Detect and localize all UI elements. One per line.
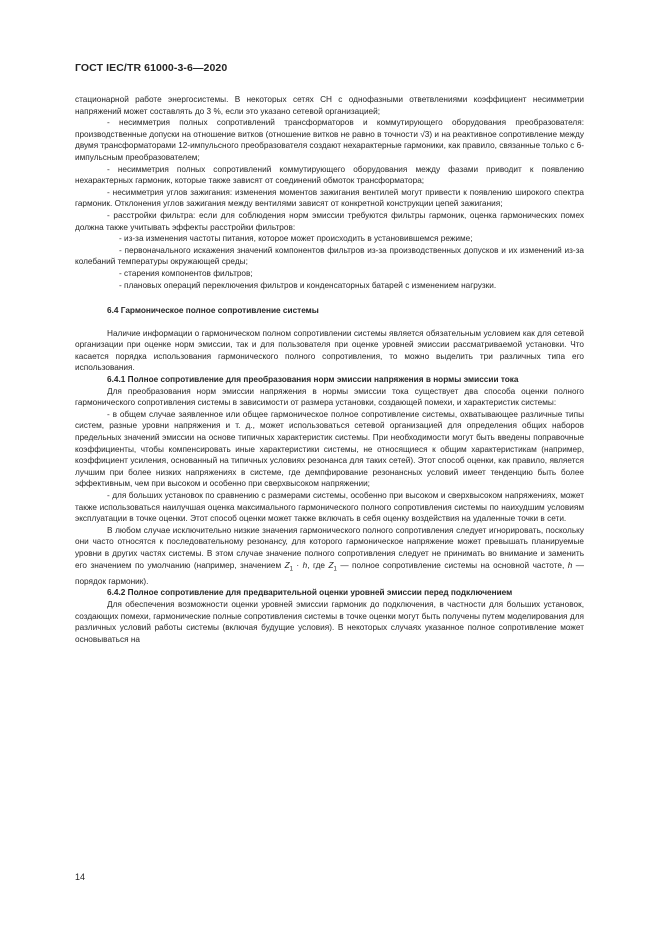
list-item: - несимметрия полных сопротивлений коммутирующего оборудования между фазами приводит к появлению нехарактерных гармоник, которые также зависят от соединений обмоток трансформатора;	[75, 164, 584, 186]
formula-h: h	[302, 560, 308, 570]
list-item: - несимметрия полных сопротивлений трансформаторов и коммутирующего оборудования преобразователя: производственные допуски на отношение витков (отношение витков не равно в точности √3) и на реактивное сопротивление между двумя трансформаторами 12-импульсного преобразователя создают нехарактерные гармоники, как правило, связанные только с 6-импульсным преобразователем;	[75, 118, 584, 162]
sub-list-item: - плановых операций переключения фильтров и конденсаторных батарей с изменением нагрузки.	[119, 280, 497, 290]
paragraph: Для преобразования норм эмиссии напряжения в нормы эмиссии тока существует два способа оценки полного гармонического сопротивления системы в зависимости от размера установки, создающей помехи, и характеристик системы:	[75, 386, 584, 408]
sub-list-item: - старения компонентов фильтров;	[119, 268, 253, 278]
list-item: - для больших установок по сравнению с размерами системы, особенно при высоком и сверхвысоком напряжениях, может также использоваться наилучшая оценка максимального гармонического полного сопротивления системы по наихудшим условиям эксплуатации в точке оценки. Этот способ оценки может также включать в себя оценку воздействия на удаленные точки в сети.	[75, 491, 584, 524]
paragraph-text: В любом случае исключительно низкие значения гармонического полного сопротивления следует игнорировать, поскольку они часто относятся к последовательному резонансу, для которого гармоническое напряжение может превышать планируемые уровни в других частях системы. В этом случае значение полного сопротивления следует не принимать во внимание и заменить его значением по умолчанию (например, значением	[75, 525, 584, 570]
page-number: 14	[75, 872, 86, 882]
formula-sub2: 1	[333, 566, 337, 573]
subsection-heading: 6.4.2 Полное сопротивление для предварительной оценки уровней эмиссии перед подключением	[107, 588, 513, 598]
sub-list-item: - из-за изменения частоты питания, которое может происходить в установившемся режиме;	[119, 234, 473, 244]
formula-dot: ·	[292, 560, 303, 570]
formula-sub: 1	[289, 566, 293, 573]
paragraph-text: — полное сопротивление системы на основной частоте,	[340, 560, 565, 570]
formula-where: , где	[307, 560, 329, 570]
paragraph-text: — порядок гармоник).	[75, 560, 584, 586]
formula-z2: Z	[328, 560, 334, 570]
paragraph: стационарной работе энергосистемы. В некоторых сетях СН с однофазными ответвлениями коэффициент несимметрии напряжений может составлять до 3 %, если это указано сетевой организацией;	[75, 95, 584, 116]
list-item: - расстройки фильтра: если для соблюдения норм эмиссии требуются фильтры гармоник, оценка гармонических помех должна также учитывать эффекты расстройки фильтров:	[75, 210, 584, 232]
section-heading: 6.4 Гармоническое полное сопротивление системы	[107, 306, 319, 316]
list-item: - несимметрия углов зажигания: изменения моментов зажигания вентилей могут привести к появлению широкого спектра гармоник. Отклонения углов зажигания между вентилями зависят от конкретной конструкции цепей зажигания;	[75, 187, 584, 209]
list-item: - в общем случае заявленное или общее гармоническое полное сопротивление системы, охватывающее различные типы систем, разные уровни напряжения и т. д., может использоваться сетевой организацией для определения общих наборов предельных значений эмиссии на основе типичных характеристик системы. При необходимости могут быть введены поправочные коэффициенты, чтобы компенсировать иные характеристики системы, не относящиеся к общим характеристикам (например, коэффициент усиления, основанный на типичных условиях резонанса для таких сетей). Этот способ оценки, как правило, является лучшим при более низких напряжениях в системе, где демпфирование резонансных условий имеет тенденцию быть более эффективным, чем при высоком и особенно при сверхвысоком напряжении;	[75, 409, 584, 489]
paragraph: Наличие информации о гармоническом полном сопротивлении системы является обязательным условием как для сетевой организации при оценке норм эмиссии, так и для пользователя при оценке уровней эмиссии рассматриваемой установки. Что касается порядка использования гармонического полного сопротивления, то можно выделить три различных типа его использования.	[75, 328, 584, 373]
formula-h2: h	[567, 560, 573, 570]
sub-list-item: - первоначального искажения значений компонентов фильтров из-за производственных допусков и их изменений из-за колебаний температуры окружающей среды;	[75, 245, 584, 267]
paragraph	[75, 525, 584, 588]
subsection-heading: 6.4.1 Полное сопротивление для преобразования норм эмиссии напряжения в нормы эмиссии тока	[107, 375, 519, 385]
paragraph: Для обеспечения возможности оценки уровней эмиссии гармоник до подключения, в частности для больших установок, создающих помехи, гармонические полные сопротивления системы в точке оценки могут быть получены путем моделирования для различных условий работы системы (включая будущие условия). В некоторых случаях указанное полное сопротивление может основываться на	[75, 599, 584, 644]
document-header: ГОСТ IEC/TR 61000-3-6—2020	[75, 62, 228, 74]
document-body	[75, 94, 584, 645]
formula-z: Z	[284, 560, 290, 570]
